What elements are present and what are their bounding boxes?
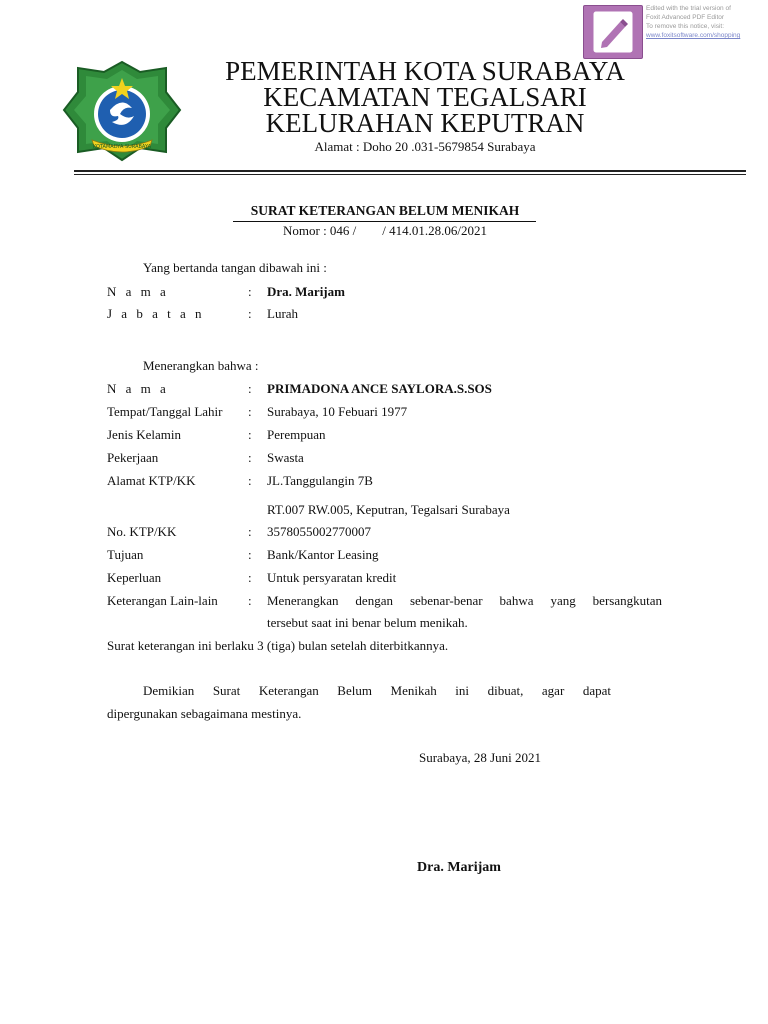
validity-text: Surat keterangan ini berlaku 3 (tiga) bulan setelah diterbitkannya.: [107, 638, 449, 653]
address-label: Alamat KTP/KK: [107, 473, 196, 488]
occupation-value: Swasta: [267, 450, 304, 465]
signer-position-value: Lurah: [267, 306, 299, 321]
watermark-logo: [583, 5, 643, 59]
signer-name-colon: :: [248, 284, 252, 299]
letter-title: SURAT KETERANGAN BELUM MENIKAH: [250, 203, 520, 218]
birth-value: Surabaya, 10 Febuari 1977: [267, 404, 408, 419]
pdf-editor-pen-icon: [584, 6, 642, 58]
letterhead-address: Alamat : Doho 20 .031-5679854 Surabaya: [314, 139, 536, 154]
need-colon: :: [248, 570, 252, 585]
title-underline: [233, 221, 536, 222]
watermark-line-1: Edited with the trial version of: [646, 5, 731, 12]
need-value: Untuk persyaratan kredit: [267, 570, 397, 585]
letterhead-government: PEMERINTAH KOTA SURABAYA: [225, 56, 625, 86]
gender-value: Perempuan: [267, 427, 326, 442]
letterhead-divider: [74, 170, 746, 172]
address-value-line-2: RT.007 RW.005, Keputran, Tegalsari Surabaya: [267, 502, 510, 517]
birth-label: Tempat/Tanggal Lahir: [107, 404, 223, 419]
closing-text-line-2: dipergunakan sebagaimana mestinya.: [107, 706, 302, 721]
subject-name-label: N a m a: [107, 381, 169, 396]
address-colon: :: [248, 473, 252, 488]
purpose-value: Bank/Kantor Leasing: [267, 547, 379, 562]
need-label: Keperluan: [107, 570, 162, 585]
place-date: Surabaya, 28 Juni 2021: [419, 750, 542, 765]
signer-name-label: N a m a: [107, 284, 169, 299]
id-number-label: No. KTP/KK: [107, 524, 177, 539]
occupation-label: Pekerjaan: [107, 450, 159, 465]
signer-name-value: Dra. Marijam: [267, 284, 345, 299]
states-text: Menerangkan bahwa :: [143, 358, 259, 373]
closing-text-line-1: Demikian Surat Keterangan Belum Menikah ini dibuat, agar dapat: [143, 683, 611, 698]
letterhead-divider-thin: [74, 174, 746, 175]
letterhead-subdistrict: KELURAHAN KEPUTRAN: [265, 108, 585, 138]
signatory-name: Dra. Marijam: [417, 860, 501, 875]
watermark-notice: [646, 4, 766, 40]
remarks-label: Keterangan Lain-lain: [107, 593, 218, 608]
watermark-line-3: To remove this notice, visit:: [646, 23, 725, 30]
purpose-colon: :: [248, 547, 252, 562]
occupation-colon: :: [248, 450, 252, 465]
birth-colon: :: [248, 404, 252, 419]
gender-label: Jenis Kelamin: [107, 427, 182, 442]
gender-colon: :: [248, 427, 252, 442]
remarks-value: Menerangkan dengan sebenar-benar bahwa yang bersangkutan: [267, 593, 662, 608]
signer-position-label: J a b a t a n: [107, 306, 205, 321]
id-number-value: 3578055002770007: [267, 524, 371, 539]
watermark-line-2: Foxit Advanced PDF Editor: [646, 14, 725, 21]
intro-text: Yang bertanda tangan dibawah ini :: [143, 260, 327, 275]
id-number-colon: :: [248, 524, 252, 539]
subject-name-value: PRIMADONA ANCE SAYLORA.S.SOS: [267, 381, 492, 396]
purpose-label: Tujuan: [107, 547, 144, 562]
remarks-value-continued: tersebut saat ini benar belum menikah.: [267, 615, 468, 630]
subject-name-colon: :: [248, 381, 252, 396]
address-value: JL.Tanggulangin 7B: [267, 473, 373, 488]
letterhead-district: KECAMATAN TEGALSARI: [263, 82, 587, 112]
letter-number: Nomor : 046 / / 414.01.28.06/2021: [282, 223, 488, 238]
watermark-link[interactable]: www.foxitsoftware.com/shopping: [646, 32, 741, 39]
signer-position-colon: :: [248, 306, 252, 321]
remarks-colon: :: [248, 593, 252, 608]
emblem-ribbon-text: KOTAMADYA SURABAYA: [92, 144, 152, 150]
